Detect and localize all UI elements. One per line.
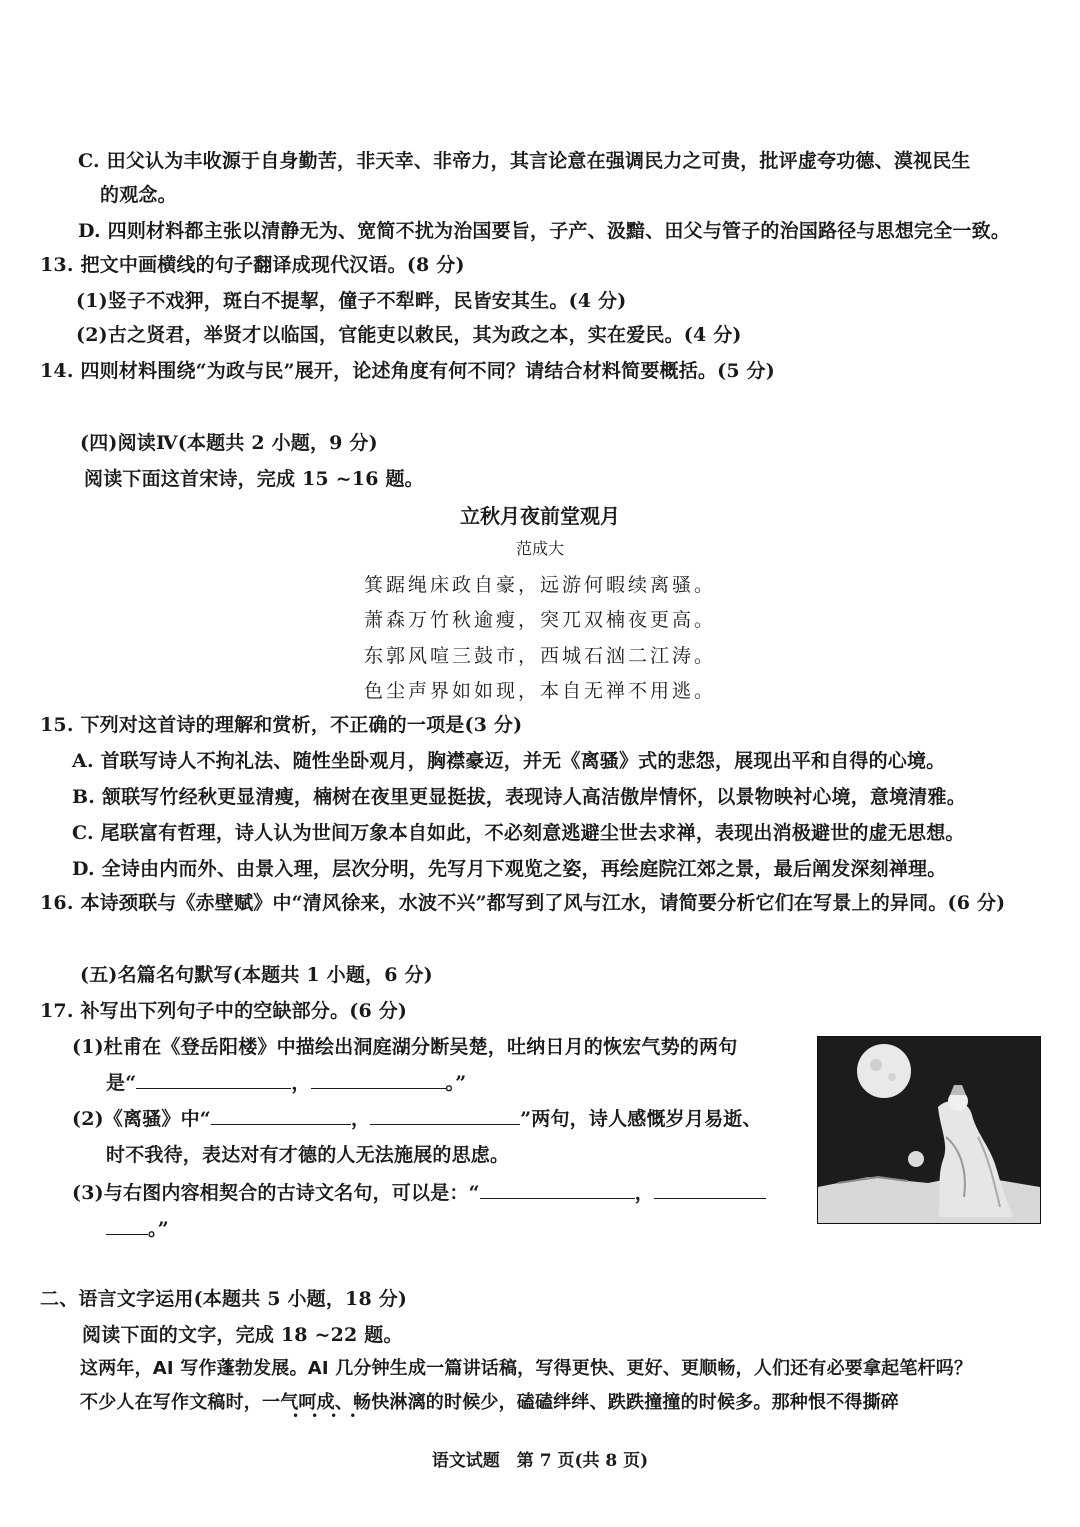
page-footer: 语文试题 第 7 页(共 8 页) xyxy=(431,1451,649,1471)
section-5-heading: (五)名篇名句默写(本题共 1 小题，6 分) xyxy=(80,964,433,986)
answer-blank[interactable] xyxy=(311,1070,446,1089)
question-16-stem: 16. 本诗颈联与《赤壁赋》中“清风徐来，水波不兴”都写到了风与江水，请简要分析它们在写景上的异同。(6 分) xyxy=(40,892,1006,914)
answer-blank[interactable] xyxy=(136,1070,291,1089)
moon-gazing-illustration xyxy=(817,1036,1041,1224)
question-17-sub2-cont: 时不我待，表达对有才德的人无法施展的思虑。 xyxy=(106,1144,510,1166)
option-c-line1: C. 田父认为丰收源于自身勤苦，非天幸、非帝力，其言论意在强调民力之可贵，批评虚夸功德、漠视民生 xyxy=(78,150,971,172)
part-2-heading: 二、语言文字运用(本题共 5 小题，18 分) xyxy=(40,1288,408,1310)
option-d: D. 全诗由内而外、由景入理，层次分明，先写月下观览之姿，再绘庭院江郊之景，最后阐发深刻禅理。 xyxy=(72,858,947,880)
answer-blank[interactable] xyxy=(106,1216,148,1235)
question-17-sub3: (3)与右图内容相契合的古诗文名句，可以是：“ ， xyxy=(72,1180,766,1206)
answer-blank[interactable] xyxy=(370,1106,520,1125)
option-a: A. 首联写诗人不拘礼法、随性坐卧观月，胸襟豪迈，并无《离骚》式的悲怨，展现出平和自得的心境。 xyxy=(72,750,946,772)
question-17-sub2: (2)《离骚》中“ ， ”两句，诗人感慨岁月易逝、 xyxy=(72,1108,762,1130)
passage-paragraph: 这两年，AI 写作蓬勃发展。AI 几分钟生成一篇讲话稿，写得更快、更好、更顺畅，人们还有必要拿起笔杆吗？ xyxy=(80,1358,973,1379)
passage-paragraph: 不少人在写作文稿时，一气呵成、畅快淋漓的时候少，磕磕绊绊、跌跌撞撞的时候多。那种恨不得撕碎 xyxy=(80,1392,899,1413)
question-13-sub2: (2)古之贤君，举贤才以临国，官能吏以敕民，其为政之本，实在爱民。(4 分) xyxy=(76,324,742,346)
option-c-line2: 的观念。 xyxy=(100,184,177,206)
answer-blank[interactable] xyxy=(480,1180,635,1199)
question-13-stem: 13. 把文中画横线的句子翻译成现代汉语。(8 分) xyxy=(40,254,465,276)
question-17-sub3-cont: 。” xyxy=(106,1216,169,1242)
question-17-stem: 17. 补写出下列句子中的空缺部分。(6 分) xyxy=(40,1000,408,1022)
question-13-sub1: (1)竖子不戏狎，斑白不提挈，僮子不犁畔，民皆安其生。(4 分) xyxy=(76,290,627,312)
option-d: D. 四则材料都主张以清静无为、宽简不扰为治国要旨，子产、汲黯、田父与管子的治国路径与思想完全一致。 xyxy=(78,220,1011,242)
question-15-stem: 15. 下列对这首诗的理解和赏析，不正确的一项是(3 分) xyxy=(40,714,523,736)
question-14-stem: 14. 四则材料围绕“为政与民”展开，论述角度有何不同？请结合材料简要概括。(5 分) xyxy=(40,360,775,382)
poem-line: 东郭风喧三鼓市，西城石汹二江涛。 xyxy=(363,645,716,667)
poem-title: 立秋月夜前堂观月 xyxy=(460,504,620,528)
option-b: B. 颔联写竹经秋更显清瘦，楠树在夜里更显挺拔，表现诗人高洁傲岸情怀，以景物映衬心境，意境清雅。 xyxy=(72,786,966,808)
poem-author: 范成大 xyxy=(515,539,564,558)
poem-line: 色尘声界如如现，本自无禅不用逃。 xyxy=(363,680,716,702)
section-4-intro: 阅读下面这首宋诗，完成 15 ~16 题。 xyxy=(84,468,424,490)
poem-line: 萧森万竹秋逾瘦，突兀双楠夜更高。 xyxy=(363,609,716,631)
emphasis-dots: •••• xyxy=(292,1409,369,1423)
part-2-intro: 阅读下面的文字，完成 18 ~22 题。 xyxy=(82,1324,403,1346)
answer-blank[interactable] xyxy=(211,1106,351,1125)
section-4-heading: (四)阅读Ⅳ(本题共 2 小题，9 分) xyxy=(80,432,378,454)
option-c: C. 尾联富有哲理，诗人认为世间万象本自如此，不必刻意逃避尘世去求禅，表现出消极避世的虚无思想。 xyxy=(72,822,965,844)
question-17-sub1: (1)杜甫在《登岳阳楼》中描绘出洞庭湖分断吴楚，吐纳日月的恢宏气势的两句 xyxy=(72,1036,738,1058)
question-17-sub1-blanks: 是“ ， 。” xyxy=(106,1072,467,1094)
answer-blank[interactable] xyxy=(654,1180,766,1199)
poem-line: 箕踞绳床政自豪，远游何暇续离骚。 xyxy=(363,574,716,596)
